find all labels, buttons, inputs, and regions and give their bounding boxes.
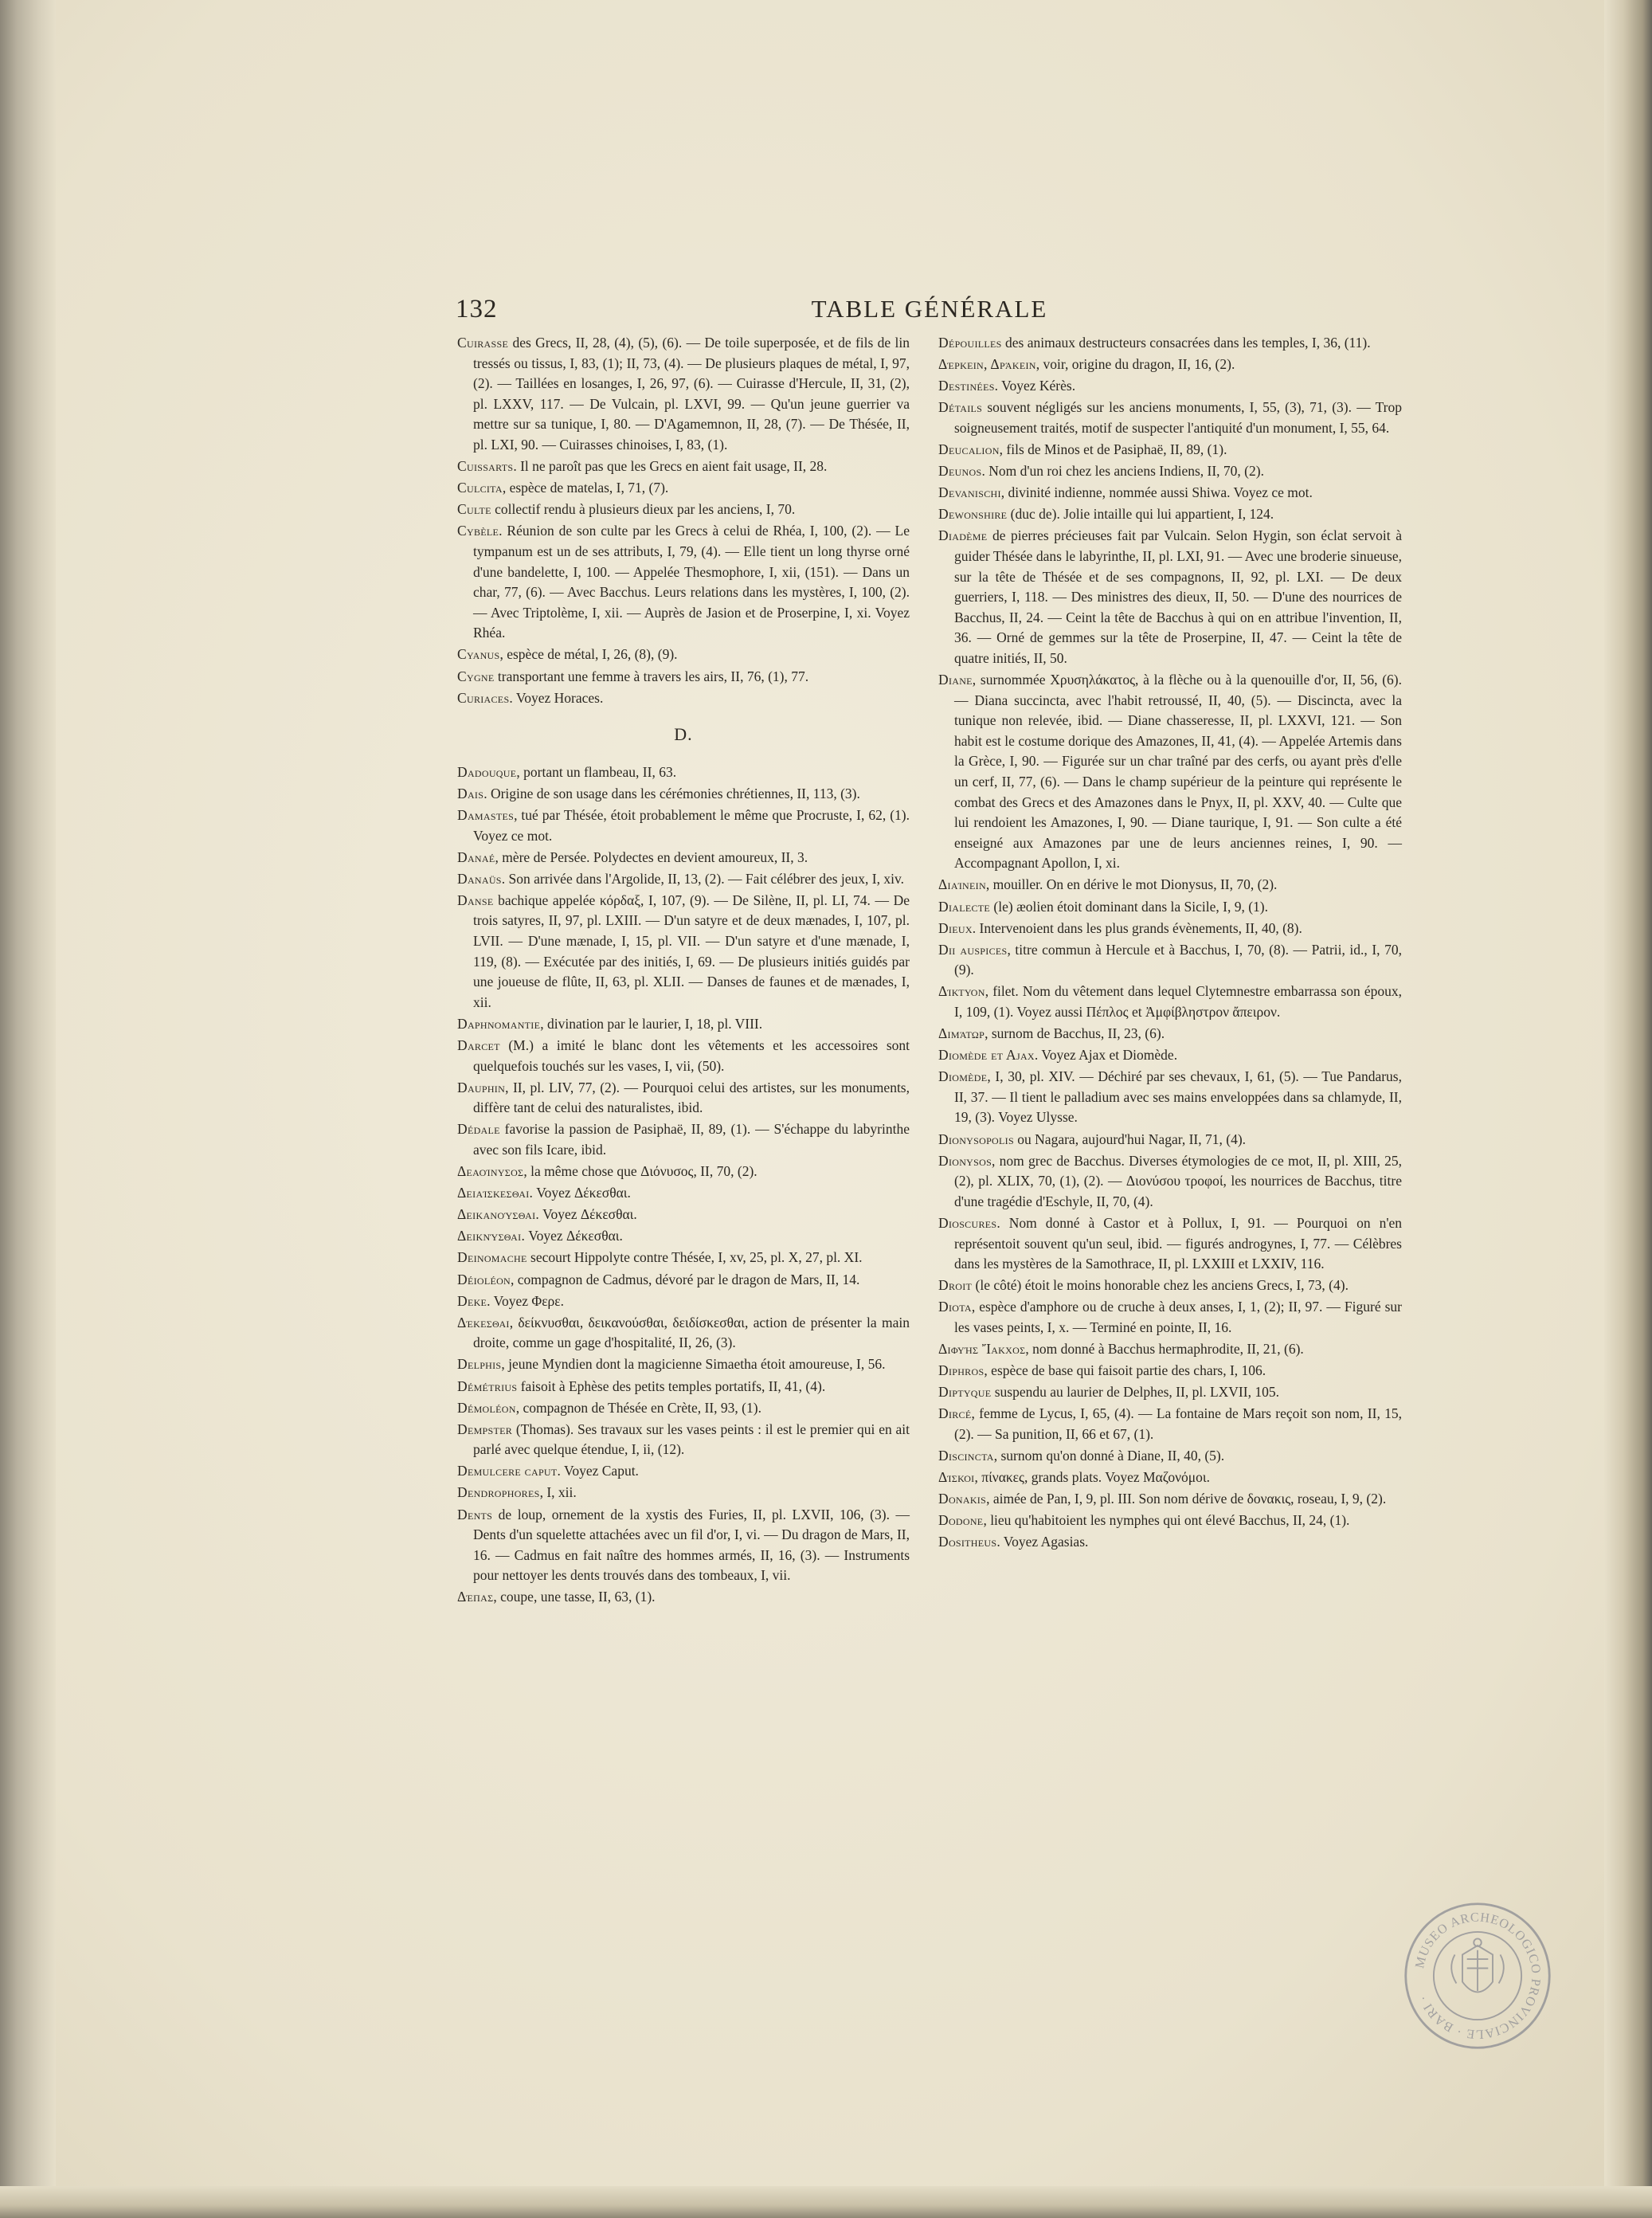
index-entry bbox=[938, 1130, 1402, 1150]
index-entry bbox=[938, 1361, 1402, 1381]
entry-headword: Démétrius bbox=[457, 1377, 518, 1394]
index-entry bbox=[457, 1398, 910, 1419]
entry-headword: Δεικνύσθαι bbox=[457, 1228, 522, 1244]
entry-headword: Diane bbox=[938, 672, 973, 688]
entry-text: , portant un flambeau, II, 63. bbox=[516, 763, 677, 780]
entry-headword: Διμάτωρ bbox=[938, 1025, 985, 1042]
entry-text: , surnom qu'on donné à Diane, II, 40, (5). bbox=[993, 1447, 1225, 1464]
entry-headword: Δεικανούσθαι bbox=[457, 1206, 536, 1223]
entry-text: , compagnon de Thésée en Crète, II, 93, (1). bbox=[515, 1399, 761, 1416]
index-entry bbox=[938, 1404, 1402, 1444]
entry-headword: Devanischi bbox=[938, 484, 1001, 501]
entry-text: . Voyez Δέκεσθαι. bbox=[535, 1206, 637, 1223]
entry-text: . Il ne paroît pas que les Grecs en aient fait usage, II, 28. bbox=[513, 458, 828, 475]
left-entries-c bbox=[457, 333, 910, 708]
entry-text: , espèce de base qui faisoit partie des chars, I, 106. bbox=[984, 1362, 1266, 1379]
entry-text: . Voyez Caput. bbox=[557, 1463, 639, 1479]
index-entry bbox=[457, 1014, 910, 1035]
entry-headword: Culte bbox=[457, 501, 491, 518]
entry-headword: Diphros bbox=[938, 1362, 985, 1379]
entry-text: , πίνακες, grands plats. Voyez Μαζονόμοι. bbox=[974, 1469, 1210, 1486]
index-entry bbox=[457, 1377, 910, 1397]
entry-text: , I, xii. bbox=[539, 1484, 577, 1501]
entry-headword: Déioléon bbox=[457, 1271, 511, 1287]
entry-text: souvent négligés sur les anciens monuments, I, 55, (3), 71, (3). — Trop soigneusement traités, motif de suspecter l'antiquité d'un monument, I, 55, 64. bbox=[954, 399, 1402, 436]
entry-text: , coupe, une tasse, II, 63, (1). bbox=[493, 1589, 656, 1605]
index-entry bbox=[938, 483, 1402, 504]
entry-headword: Dépouilles bbox=[938, 335, 1002, 351]
index-entry bbox=[938, 1297, 1402, 1338]
index-entry bbox=[938, 504, 1402, 525]
entry-text: , fils de Minos et de Pasiphaë, II, 89, (1). bbox=[999, 441, 1227, 457]
entry-headword: Cyanus bbox=[457, 646, 500, 663]
entry-text: (M.) a imité le blanc dont les vêtements et les accessoires sont quelquefois touchés sur les vases, I, vii, (50). bbox=[473, 1037, 910, 1074]
entry-text: (le) æolien étoit dominant dans la Sicile, I, 9, (1). bbox=[990, 898, 1268, 915]
book-binding-edge bbox=[0, 0, 56, 2218]
entry-headword: Δειαίσκεσθαι bbox=[457, 1185, 530, 1201]
page-bottom-edge bbox=[0, 2186, 1652, 2218]
index-entry bbox=[457, 762, 910, 783]
index-entry bbox=[457, 1461, 910, 1482]
entry-headword: Diomède et Ajax bbox=[938, 1047, 1035, 1064]
entry-headword: Dodone bbox=[938, 1512, 984, 1529]
entry-headword: Diptyque bbox=[938, 1384, 992, 1401]
entry-text: , compagnon de Cadmus, dévoré par le dragon de Mars, II, 14. bbox=[511, 1271, 860, 1287]
entry-text: favorise la passion de Pasiphaë, II, 89, (1). — S'échappe du labyrinthe avec son fils Icare, ibid. bbox=[473, 1121, 910, 1158]
index-entry bbox=[457, 1291, 910, 1312]
entry-headword: Destinées bbox=[938, 378, 995, 394]
entry-text: , tué par Thésée, étoit probablement le même que Procruste, I, 62, (1). Voyez ce mot. bbox=[473, 806, 910, 844]
entry-headword: Diomède bbox=[938, 1068, 988, 1085]
entry-text: , divination par le laurier, I, 18, pl. VIII. bbox=[540, 1015, 763, 1032]
index-entry bbox=[457, 1313, 910, 1354]
entry-text: . Voyez Δέκεσθαι. bbox=[521, 1228, 623, 1244]
entry-headword: Discincta bbox=[938, 1447, 994, 1464]
entry-headword: Culcita bbox=[457, 480, 503, 496]
entry-headword: Dais bbox=[457, 785, 484, 801]
index-entry bbox=[457, 688, 910, 709]
entry-headword: Deucalion bbox=[938, 441, 1000, 457]
entry-headword: Diadème bbox=[938, 527, 988, 544]
entry-headword: Cuirasse bbox=[457, 335, 509, 351]
entry-text: transportant une femme à travers les airs, II, 76, (1), 77. bbox=[494, 668, 809, 684]
index-entry bbox=[457, 521, 910, 644]
entry-text: suspendu au laurier de Delphes, II, pl. LXVII, 105. bbox=[991, 1384, 1279, 1401]
entry-text: , espèce d'amphore ou de cruche à deux anses, I, 1, (2); II, 97. — Figuré sur les vases peints, I, x. — Terminé en pointe, II, 16. bbox=[954, 1299, 1402, 1335]
entry-text: des Grecs, II, 28, (4), (5), (6). — De toile superposée, et de fils de lin tressés ou tissus, I, 83, (1); II, 73, (4). — De plusieurs plaques de métal, I, 97, (2). — Taillées en losanges, I, 26, 97, (6). — Cuirasse d'Hercule, II, 31, (2), pl. LXXV, 117. — De Vulcain, pl. LXVI, 99. — Qu'un jeune guerrier va mettre sur sa tunique, I, 80. — D'Agamemnon, II, 28, (7). — De Thésée, II, pl. LXI, 90. — Cuirasses chinoises, I, 83, (1). bbox=[473, 335, 910, 453]
index-entry bbox=[457, 805, 910, 846]
index-entry bbox=[938, 1045, 1402, 1066]
entry-headword: Deke bbox=[457, 1292, 487, 1309]
running-title: TABLE GÉNÉRALE bbox=[811, 295, 1048, 323]
index-entry bbox=[457, 1505, 910, 1586]
index-entry bbox=[457, 1483, 910, 1503]
index-entry bbox=[938, 670, 1402, 874]
entry-headword: Διαίνειν bbox=[938, 876, 986, 893]
entry-headword: Δέκεσθαι bbox=[457, 1314, 510, 1330]
entry-headword: Dositheus bbox=[938, 1534, 997, 1550]
entry-text: , la même chose que Διόνυσος, II, 70, (2). bbox=[523, 1163, 757, 1180]
entry-headword: Dédale bbox=[457, 1121, 500, 1138]
entry-text: des animaux destructeurs consacrées dans les temples, I, 36, (11). bbox=[1001, 335, 1371, 351]
index-entry bbox=[938, 1446, 1402, 1467]
entry-text: . Nom donné à Castor et à Pollux, I, 91. — Pourquoi on n'en représentoit souvent qu'un seul, ibid. — figurés androgynes, I, 77. — Célèbres dans les mystères de la Samothrace, II, pl. LXXIII et LXXIV, 116. bbox=[954, 1214, 1402, 1272]
index-entry bbox=[457, 1119, 910, 1160]
entry-headword: Dents bbox=[457, 1506, 493, 1522]
index-entry bbox=[457, 1270, 910, 1291]
entry-text: . Origine de son usage dans les cérémonies chrétiennes, II, 113, (3). bbox=[483, 785, 860, 801]
right-column bbox=[938, 333, 1402, 1554]
page-right-edge bbox=[1604, 0, 1652, 2218]
entry-headword: Diota bbox=[938, 1299, 972, 1315]
index-entry bbox=[938, 333, 1402, 354]
entry-headword: Delphis bbox=[457, 1356, 502, 1373]
entry-text: , espèce de matelas, I, 71, (7). bbox=[502, 480, 669, 496]
index-entry bbox=[457, 333, 910, 456]
index-entry bbox=[938, 1468, 1402, 1488]
entry-text: . Voyez Δέκεσθαι. bbox=[529, 1185, 631, 1201]
entry-headword: Δίσκοι bbox=[938, 1469, 975, 1486]
entry-text: , divinité indienne, nommée aussi Shiwa. Voyez ce mot. bbox=[1000, 484, 1313, 501]
entry-text: , filet. Nom du vêtement dans lequel Clytemnestre embarrassa son époux, I, 109, (1). Voyez aussi Πέπλος et Ἀμφίβληστρον ἄπειρον. bbox=[954, 983, 1402, 1020]
entry-headword: Donakis bbox=[938, 1491, 987, 1507]
index-entry bbox=[457, 1183, 910, 1204]
entry-headword: Dempster bbox=[457, 1421, 513, 1437]
entry-text: , δείκνυσθαι, δεικανούσθαι, δειδίσκεσθαι, action de présenter la main droite, comme un gage d'hospitalité, II, 26, (3). bbox=[473, 1314, 910, 1351]
index-entry bbox=[457, 1162, 910, 1182]
entry-text: , voir, origine du dragon, II, 16, (2). bbox=[1035, 356, 1235, 373]
stamp-text: MUSEO ARCHEOLOGICO PROVINCIALE · BARI · bbox=[1413, 1910, 1543, 2041]
entry-text: de pierres précieuses fait par Vulcain. Selon Hygin, son éclat servoit à guider Thésée dans le labyrinthe, II, pl. LXI, 91. — Avec une broderie sinueuse, sur la tête de Thésée et de ses compagnons, II, 92, pl. LXI. — De deux guerriers, I, 118. — Des ministres des dieux, II, 50. — D'une des nourrices de Bacchus, II, 24. — Ceint la tête de Bacchus à qui on en attribue l'invention, II, 36. — Orné de gemmes sur la tête de Proserpine, II, 47. — Ceint la tête de quatre initiés, II, 50. bbox=[954, 527, 1402, 666]
entry-text: , lieu qu'habitoient les nymphes qui ont élevé Bacchus, II, 24, (1). bbox=[983, 1512, 1350, 1529]
section-letter-d: D. bbox=[674, 724, 693, 745]
index-entry bbox=[938, 1151, 1402, 1213]
page-header bbox=[456, 295, 1403, 327]
index-entry bbox=[457, 784, 910, 805]
stamp-seal-icon bbox=[1402, 1900, 1553, 2051]
index-entry bbox=[938, 1067, 1402, 1128]
entry-headword: Δέπας bbox=[457, 1589, 494, 1605]
left-entries-d bbox=[457, 762, 910, 1608]
entry-headword: Cybèle bbox=[457, 523, 499, 539]
index-entry bbox=[938, 919, 1402, 939]
entry-text: , espèce de métal, I, 26, (8), (9). bbox=[499, 646, 678, 663]
index-entry bbox=[457, 1420, 910, 1460]
index-entry bbox=[457, 457, 910, 477]
index-entry bbox=[938, 1213, 1402, 1275]
entry-text: (duc de). Jolie intaille qui lui appartient, I, 124. bbox=[1007, 506, 1274, 523]
entry-text: . Intervenoient dans les plus grands évènements, II, 40, (8). bbox=[972, 919, 1302, 936]
index-entry bbox=[938, 1339, 1402, 1360]
index-entry bbox=[938, 1024, 1402, 1044]
entry-text: . Son arrivée dans l'Argolide, II, 13, (2). — Fait célébrer des jeux, I, xiv. bbox=[501, 870, 904, 887]
index-entry bbox=[457, 1226, 910, 1247]
entry-headword: Cygne bbox=[457, 668, 495, 684]
entry-headword: Détails bbox=[938, 399, 983, 416]
entry-text: . Réunion de son culte par les Grecs à celui de Rhéa, I, 100, (2). — Le tympanum est un de ses attributs, I, 79, (4). — Elle tient un long thyrse orné d'une bandelette, I, 100. — Appelée Thesmophore, I, xii, (151). — Dans un char, 77, (6). — Avec Bacchus. Leurs relations dans les mystères, I, 100, (2). — Avec Triptolème, I, xii. — Auprès de Jasion et de Proserpine, I, xi. Voyez Rhéa. bbox=[473, 523, 910, 641]
index-entry bbox=[457, 1354, 910, 1375]
index-entry bbox=[938, 398, 1402, 438]
entry-headword: Danaüs bbox=[457, 870, 502, 887]
entry-text: faisoit à Ephèse des petits temples portatifs, II, 41, (4). bbox=[517, 1377, 826, 1394]
entry-text: , surnom de Bacchus, II, 23, (6). bbox=[985, 1025, 1165, 1042]
entry-text: . Voyez Agasias. bbox=[996, 1534, 1089, 1550]
right-entries bbox=[938, 333, 1402, 1553]
entry-text: , surnommée Χρυσηλάκατος, à la flèche ou à la quenouille d'or, II, 56, (6). — Diana succincta, avec l'habit retroussé, II, 40, (5). — Discincta, avec la tunique non relevée, ibid. — Diane chasseresse, II, pl. LXXVI, 121. — Son habit est le costume dorique des Amazones, II, 41, (4). — Appelée Artemis dans la Grèce, I, 90. — Figurée sur un char traîné par des cerfs, ou ayant près d'elle un cerf, II, 77, (6). — Dans le champ supérieur de la peinture qui représente le combat des Grecs et des Amazones dans le Pnyx, II, pl. XXV, 40. — Culte que lui rendoient les Amazones, I, 90. — Diane taurique, I, 91. — Son culte a été enseigné aux Amazones par une de leurs anciennes reines, I, 90. — Accompagnant Apollon, I, xi. bbox=[954, 672, 1402, 872]
entry-text: , nom donné à Bacchus hermaphrodite, II, 21, (6). bbox=[1025, 1341, 1304, 1357]
index-entry bbox=[938, 875, 1402, 895]
entry-headword: Daphnomantie bbox=[457, 1015, 541, 1032]
index-entry bbox=[938, 355, 1402, 375]
entry-headword: Διφυής Ἴακχος bbox=[938, 1341, 1026, 1357]
entry-headword: Dialecte bbox=[938, 898, 991, 915]
entry-text: . Voyez Horaces. bbox=[509, 689, 604, 706]
entry-text: , II, pl. LIV, 77, (2). — Pourquoi celui des artistes, sur les monuments, diffère tant de celui des naturalistes, ibid. bbox=[473, 1079, 910, 1116]
entry-headword: Danse bbox=[457, 892, 494, 908]
entry-text: , mouiller. On en dérive le mot Dionysus, II, 70, (2). bbox=[985, 876, 1278, 893]
entry-text: , jeune Myndien dont la magicienne Simaetha étoit amoureuse, I, 56. bbox=[501, 1356, 886, 1373]
entry-headword: Demulcere caput bbox=[457, 1463, 558, 1479]
entry-text: . Voyez Φερε. bbox=[487, 1292, 564, 1309]
index-entry bbox=[938, 440, 1402, 460]
index-entry bbox=[457, 1036, 910, 1076]
index-entry bbox=[938, 940, 1402, 981]
entry-headword: Deinomache bbox=[457, 1249, 527, 1266]
index-entry bbox=[938, 1276, 1402, 1296]
entry-headword: Deunos bbox=[938, 463, 982, 480]
entry-headword: Démoléon bbox=[457, 1399, 516, 1416]
index-entry bbox=[938, 526, 1402, 668]
index-entry bbox=[457, 667, 910, 688]
page-number: 132 bbox=[456, 295, 498, 323]
index-entry bbox=[457, 1587, 910, 1608]
entry-text: . Voyez Ajax et Diomède. bbox=[1034, 1047, 1178, 1064]
entry-text: . Nom d'un roi chez les anciens Indiens, II, 70, (2). bbox=[981, 463, 1264, 480]
entry-text: secourt Hippolyte contre Thésée, I, xv, 25, pl. X, 27, pl. XI. bbox=[527, 1249, 863, 1266]
index-entry bbox=[938, 1489, 1402, 1510]
entry-headword: Dauphin bbox=[457, 1079, 506, 1095]
index-entry bbox=[938, 1532, 1402, 1553]
index-entry bbox=[457, 1248, 910, 1268]
entry-text: . Voyez Kérès. bbox=[994, 378, 1076, 394]
entry-headword: Curiaces bbox=[457, 689, 510, 706]
entry-headword: Dii auspices bbox=[938, 941, 1008, 958]
entry-headword: Dioscures bbox=[938, 1214, 997, 1231]
entry-headword: Dircé bbox=[938, 1405, 972, 1422]
entry-headword: Damastes bbox=[457, 806, 515, 823]
entry-text: , femme de Lycus, I, 65, (4). — La fontaine de Mars reçoit son nom, II, 15, (2). — Sa punition, II, 66 et 67, (1). bbox=[954, 1405, 1402, 1442]
index-entry bbox=[457, 869, 910, 890]
index-entry bbox=[938, 982, 1402, 1022]
index-entry bbox=[938, 897, 1402, 918]
index-entry bbox=[457, 1078, 910, 1119]
entry-headword: Dadouque bbox=[457, 763, 517, 780]
entry-headword: Dieux bbox=[938, 919, 973, 936]
index-entry bbox=[457, 500, 910, 520]
entry-text: , I, 30, pl. XIV. — Déchiré par ses chevaux, I, 61, (5). — Tue Pandarus, II, 37. — Il tient le palladium avec ses mains enveloppées dans sa chlamyde, II, 19, (3). Voyez Ulysse. bbox=[954, 1068, 1402, 1126]
entry-headword: Δίκτυον bbox=[938, 983, 985, 1000]
entry-text: , aimée de Pan, I, 9, pl. III. Son nom dérive de δονακις, roseau, I, 9, (2). bbox=[986, 1491, 1387, 1507]
entry-text: de loup, ornement de la xystis des Furies, II, pl. LXVII, 106, (3). — Dents d'un squelette attachées avec un fil d'or, I, vi. — Du dragon de Mars, II, 16. — Cadmus en fait naître des hommes armés, II, 16, (3). — Instruments pour nettoyer les dents trouvés dans des tombeaux, I, vii. bbox=[473, 1506, 910, 1584]
entry-headword: Dendrophores bbox=[457, 1484, 540, 1501]
museum-stamp bbox=[1402, 1900, 1553, 2051]
entry-text: , nom grec de Bacchus. Diverses étymologies de ce mot, II, pl. XIII, 25, (2), pl. XLIX, 70, (1), (2). — Διονύσου τροφοί, les nourrices de Bacchus, titre d'une tragédie d'Eschyle, II, 70, (4). bbox=[954, 1152, 1402, 1209]
index-entry bbox=[457, 645, 910, 665]
entry-headword: Darcet bbox=[457, 1037, 500, 1053]
index-entry bbox=[938, 1511, 1402, 1531]
entry-text: (Thomas). Ses travaux sur les vases peints : il est le premier qui en ait parlé avec quelque étendue, I, ii, (12). bbox=[473, 1421, 910, 1458]
entry-headword: Droit bbox=[938, 1277, 973, 1294]
left-column bbox=[457, 333, 910, 1609]
entry-text: , mère de Persée. Polydectes en devient amoureux, II, 3. bbox=[495, 848, 808, 865]
entry-text: collectif rendu à plusieurs dieux par les anciens, I, 70. bbox=[491, 501, 796, 518]
index-entry bbox=[938, 1382, 1402, 1403]
entry-text: ou Nagara, aujourd'hui Nagar, II, 71, (4). bbox=[1013, 1131, 1247, 1147]
entry-text: (le côté) étoit le moins honorable chez les anciens Grecs, I, 73, (4). bbox=[972, 1277, 1349, 1294]
entry-headword: Dewonshire bbox=[938, 506, 1008, 523]
entry-headword: Δέρκειν, Δράκειν bbox=[938, 356, 1036, 373]
index-entry bbox=[938, 461, 1402, 482]
index-entry bbox=[938, 376, 1402, 397]
index-entry bbox=[457, 891, 910, 1013]
entry-headword: Cuissarts bbox=[457, 458, 514, 475]
entry-text: bachique appelée κόρδαξ, I, 107, (9). — De Silène, II, pl. LI, 74. — De trois satyres, II, 97, pl. LXIII. — D'un satyre et de deux mænades, I, 107, pl. LVII. — D'une mænade, I, 15, pl. VII. — D'un satyre et d'une mænade, I, 119, (8). — Exécutée par des initiés, I, 69. — De plusieurs initiés guidés par une joueuse de flûte, II, 63, pl. XLII. — Danses de faunes et de mænades, I, xii. bbox=[473, 892, 910, 1010]
entry-headword: Δεαοίνυσος bbox=[457, 1163, 524, 1180]
entry-text: , titre commun à Hercule et à Bacchus, I, 70, (8). — Patrii, id., I, 70, (9). bbox=[954, 941, 1402, 978]
index-entry bbox=[457, 1205, 910, 1225]
entry-headword: Danaé bbox=[457, 848, 495, 865]
index-entry bbox=[457, 848, 910, 868]
index-entry bbox=[457, 478, 910, 499]
entry-headword: Dionysopolis bbox=[938, 1131, 1014, 1147]
entry-headword: Dionysos bbox=[938, 1152, 992, 1169]
